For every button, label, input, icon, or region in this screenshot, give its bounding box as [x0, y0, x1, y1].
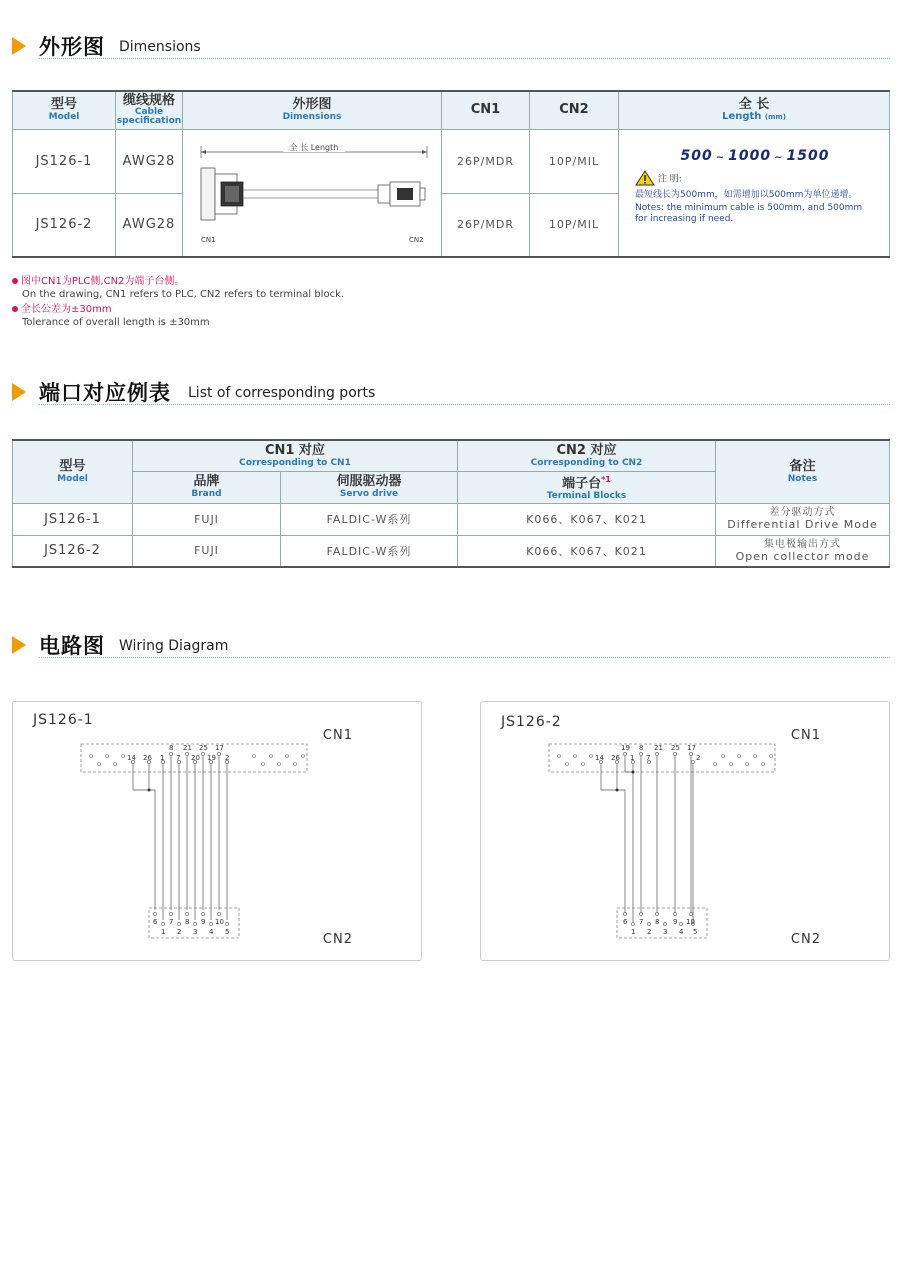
port-row1-servo: FALDIC-W系列 — [281, 503, 458, 535]
cn1-pin-label: 21 — [654, 744, 663, 752]
drawing-cn2-label: CN2 — [409, 235, 424, 244]
row2-model: JS126-2 — [13, 193, 116, 257]
arrow-icon — [12, 383, 26, 401]
dimensions-table — [12, 90, 890, 258]
cn1-pin-label: 19 — [621, 744, 630, 752]
cn1-pin-label: 2 — [696, 754, 701, 762]
length-values: 500 ~ 1000 ~ 1500 — [680, 147, 830, 164]
cn1-pin-label: 17 — [215, 744, 224, 752]
row1-cable: AWG28 — [116, 129, 183, 193]
cn2-pin-label: 4 — [679, 928, 684, 936]
arrow-icon — [12, 636, 26, 654]
drawing-cn1-label: CN1 — [201, 235, 216, 244]
dotted-divider — [39, 404, 890, 405]
dotted-divider — [39, 58, 890, 59]
cn2-pin-label: 10 — [215, 918, 224, 926]
header-notes: 备注 Notes — [716, 440, 890, 503]
cn2-pin-label: 3 — [663, 928, 668, 936]
header-model: 型号 Model — [13, 91, 116, 129]
header-model: 型号 Model — [13, 440, 133, 503]
row1-cn2: 10P/MIL — [530, 129, 619, 193]
header-cn1: CN1 对应 Corresponding to CN1 — [133, 440, 458, 471]
section-header-wiring — [12, 633, 890, 659]
cn1-pin-label: 20 — [191, 754, 200, 762]
cn1-pin-label: 2 — [225, 754, 230, 762]
cn1-pin-label: 14 — [595, 754, 604, 762]
warning-icon — [635, 170, 655, 190]
arrow-icon — [12, 37, 26, 55]
diagram-title: JS126-2 — [501, 714, 562, 730]
cn2-pin-label: 8 — [655, 918, 660, 926]
cn2-pin-label: 6 — [153, 918, 158, 926]
cn1-pin-label: 17 — [687, 744, 696, 752]
section-title-en: List of corresponding ports — [188, 385, 376, 401]
wiring-diagram-2 — [480, 701, 890, 961]
cn2-pin-label: 4 — [209, 928, 214, 936]
header-brand: 品牌 Brand — [133, 471, 281, 503]
cn2-pin-label: 2 — [647, 928, 652, 936]
section-title-cn: 端口对应例表 — [39, 381, 171, 405]
cn1-pin-label: 26 — [611, 754, 620, 762]
cn2-pin-label: 2 — [177, 928, 182, 936]
footnotes — [12, 275, 344, 329]
header-dimensions: 外形图 Dimensions — [183, 91, 442, 129]
port-row1-model: JS126-1 — [13, 503, 133, 535]
cn1-pin-label: 25 — [671, 744, 680, 752]
cn2-pin-label: 9 — [201, 918, 206, 926]
cn2-pin-label: 7 — [639, 918, 644, 926]
section-title-cn: 电路图 — [39, 634, 105, 658]
length-label: 全 长 Length — [289, 142, 339, 152]
cn1-pin-label: 1 — [630, 754, 635, 762]
diagram-title: JS126-1 — [33, 712, 94, 728]
section-title-en: Dimensions — [119, 39, 201, 55]
cn1-pin-label: 14 — [127, 754, 136, 762]
footnote2-en: Tolerance of overall length is ±30mm — [22, 317, 210, 328]
port-row1-terminal: K066、K067、K021 — [458, 503, 716, 535]
row2-cn1: 26P/MDR — [442, 193, 530, 257]
header-cable: 缆线规格 Cable specification — [116, 91, 183, 129]
row1-model: JS126-1 — [13, 129, 116, 193]
section-header-dimensions — [12, 34, 890, 60]
cn1-pin-label: 21 — [183, 744, 192, 752]
port-row1-note: 差分驱动方式 Differential Drive Mode — [716, 503, 890, 535]
cn2-pin-label: 10 — [686, 918, 695, 926]
cn2-pin-label: 1 — [161, 928, 166, 936]
note-cn: 最短线长为500mm，如需增加以500mm为单位递增。 — [635, 189, 858, 200]
port-row2-note: 集电极输出方式 Open collector mode — [716, 535, 890, 567]
cn2-pin-label: 1 — [631, 928, 636, 936]
cn1-pin-label: 26 — [143, 754, 152, 762]
length-cell — [619, 129, 890, 257]
port-row2-servo: FALDIC-W系列 — [281, 535, 458, 567]
bullet-icon — [12, 306, 18, 312]
cn2-pin-label: 7 — [169, 918, 174, 926]
cn1-pin-label: 19 — [207, 754, 216, 762]
port-row1-brand: FUJI — [133, 503, 281, 535]
header-length: 全 长 Length (mm) — [619, 91, 890, 129]
section-title-cn: 外形图 — [39, 35, 105, 59]
cn2-pin-label: 9 — [673, 918, 678, 926]
cn1-pin-label: 7 — [646, 754, 651, 762]
port-row2-terminal: K066、K067、K021 — [458, 535, 716, 567]
header-cn2: CN2 — [530, 91, 619, 129]
header-servo: 伺服驱动器 Servo drive — [281, 471, 458, 503]
note-label: 注 明: — [657, 174, 682, 184]
cn2-pin-label: 3 — [193, 928, 198, 936]
header-cn2: CN2 对应 Corresponding to CN2 — [458, 440, 716, 471]
footnote1-cn: 图中CN1为PLC侧,CN2为端子台侧。 — [21, 276, 185, 287]
cn2-pin-label: 8 — [185, 918, 190, 926]
cn1-pin-label: 7 — [176, 754, 181, 762]
row2-cable: AWG28 — [116, 193, 183, 257]
section-header-ports — [12, 380, 890, 406]
diagram-cn2-label: CN2 — [322, 932, 353, 947]
diagram-cn1-label: CN1 — [790, 728, 821, 743]
header-terminal: 端子台$^{*1}$ Terminal Blocks — [458, 471, 716, 503]
cn2-pin-label: 5 — [225, 928, 230, 936]
section-title-en: Wiring Diagram — [119, 638, 229, 654]
cn2-pin-label: 5 — [693, 928, 698, 936]
bullet-icon — [12, 278, 18, 284]
port-row2-brand: FUJI — [133, 535, 281, 567]
footnote2-cn: 全长公差为±30mm — [21, 304, 112, 315]
cn1-pin-label: 1 — [160, 754, 165, 762]
row2-cn2: 10P/MIL — [530, 193, 619, 257]
cn1-pin-label: 8 — [639, 744, 644, 752]
dimension-drawing — [183, 129, 442, 257]
port-row2-model: JS126-2 — [13, 535, 133, 567]
cn1-pin-label: 25 — [199, 744, 208, 752]
cn2-pin-label: 6 — [623, 918, 628, 926]
wiring-diagram-1 — [12, 701, 422, 961]
row1-cn1: 26P/MDR — [442, 129, 530, 193]
diagram-cn2-label: CN2 — [790, 932, 821, 947]
footnote1-en: On the drawing, CN1 refers to PLC, CN2 refers to terminal block. — [22, 289, 345, 300]
diagram-cn1-label: CN1 — [322, 728, 353, 743]
dotted-divider — [39, 657, 890, 658]
header-cn1: CN1 — [442, 91, 530, 129]
ports-table — [12, 439, 890, 568]
cn1-pin-label: 8 — [169, 744, 174, 752]
note-en: Notes: the minimum cable is 500mm, and 500mm for increasing if need. — [635, 202, 863, 224]
